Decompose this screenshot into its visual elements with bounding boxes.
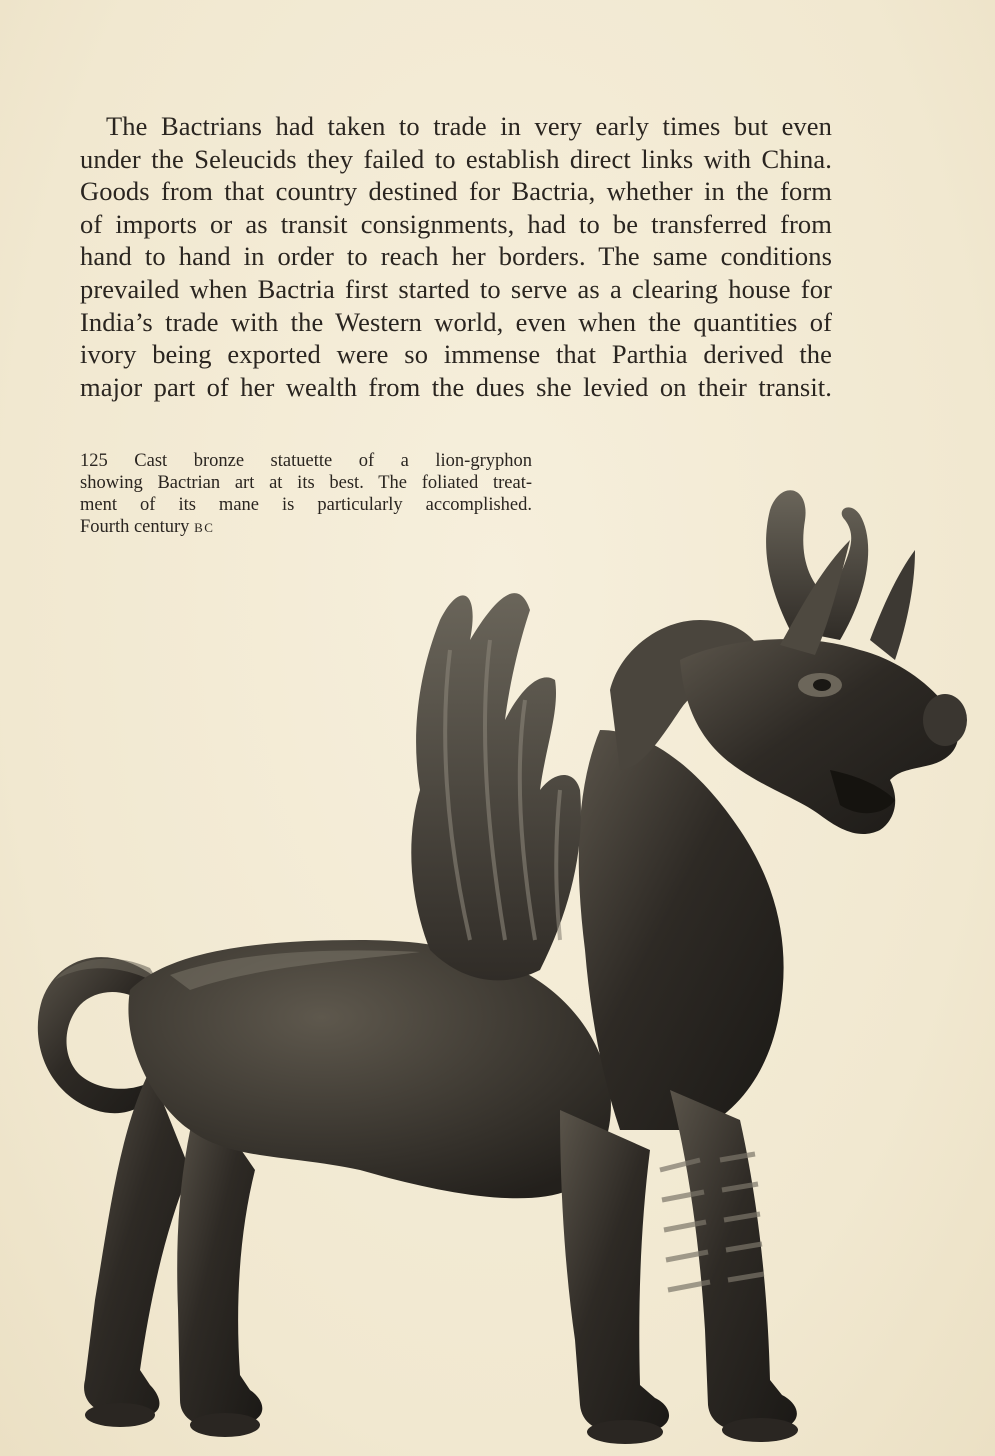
caption-line: ment of its mane is particularly accomplished. [80,495,532,515]
head [680,639,958,834]
caption-date: Fourth century [80,517,190,537]
text-line: Goods from that country destined for Bactria, whether in the form [80,176,832,207]
gryphon-photograph [0,470,995,1456]
text-line: major part of her wealth from the dues she levied on their transit. [80,371,832,402]
caption-line: showing Bactrian art at its best. The foliated treat- [80,473,532,493]
text-line: of imports or as transit consignments, had to be transferred from [80,208,832,239]
figure-number: 125 [80,451,108,471]
text-line: The Bactrians had taken to trade in very early times but even [106,111,832,141]
text-line: India’s trade with the Western world, even when the quantities of [80,306,832,337]
text-line: ivory being exported were so immense that Parthia derived the [80,339,832,370]
text-line: under the Seleucids they failed to establish direct links with China. [80,143,832,174]
chest [579,730,784,1130]
caption-era: BC [194,520,215,535]
text-line: hand to hand in order to reach her borders. The same conditions [80,241,832,272]
fore-leg-left [560,1110,669,1433]
hind-leg-left [84,1070,190,1415]
text-line: prevailed when Bactria first started to serve as a clearing house for [80,273,832,304]
snout [923,694,967,746]
ear [870,550,915,660]
fore-leg-right [670,1090,797,1431]
caption-text: Cast bronze statuette of a lion-gryphon [134,451,532,471]
body-paragraph [80,110,832,403]
wing [411,593,581,980]
gryphon-illustration [0,470,995,1456]
caption-line [80,450,532,472]
